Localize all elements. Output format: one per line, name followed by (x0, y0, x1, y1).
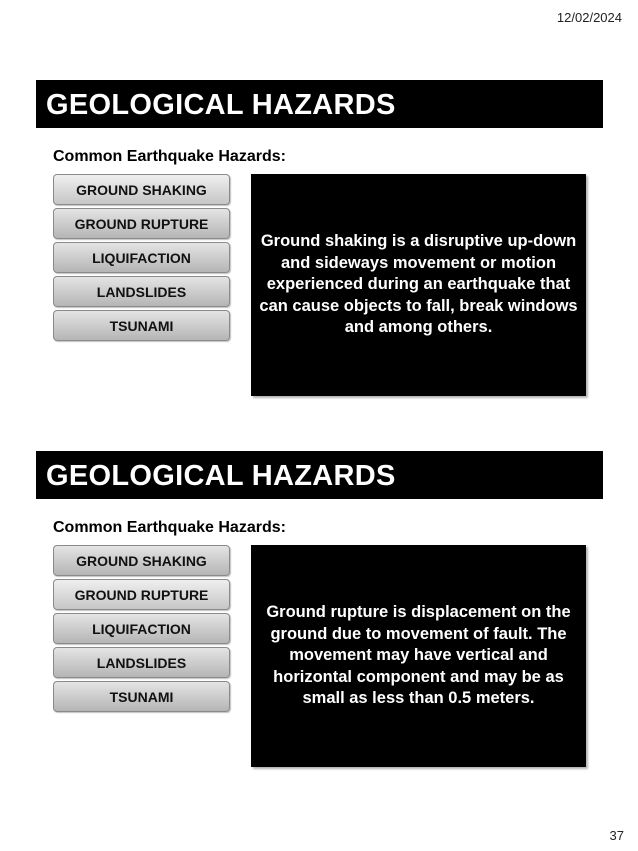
hazard-button-ground-rupture[interactable]: GROUND RUPTURE (53, 579, 230, 610)
hazard-button-landslides[interactable]: LANDSLIDES (53, 647, 230, 678)
hazard-button-ground-rupture[interactable]: GROUND RUPTURE (53, 208, 230, 239)
hazard-button-tsunami[interactable]: TSUNAMI (53, 681, 230, 712)
description-box (251, 545, 586, 767)
hazard-button-ground-shaking[interactable]: GROUND SHAKING (53, 174, 230, 205)
slide-subtitle: Common Earthquake Hazards: (53, 519, 286, 536)
description-text: Ground rupture is displacement on the ground due to movement of fault. The movement may have vertical and horizontal component and may be as small as less than 0.5 meters. (266, 603, 571, 708)
slide-title: GEOLOGICAL HAZARDS (36, 80, 603, 128)
hazard-list (53, 545, 230, 715)
date-stamp: 12/02/2024 (556, 10, 622, 25)
slide-title: GEOLOGICAL HAZARDS (36, 451, 603, 499)
hazard-button-ground-shaking[interactable]: GROUND SHAKING (53, 545, 230, 576)
slide-ground-rupture (0, 449, 638, 779)
hazard-button-liquifaction[interactable]: LIQUIFACTION (53, 613, 230, 644)
slide-ground-shaking (0, 78, 638, 408)
hazard-button-tsunami[interactable]: TSUNAMI (53, 310, 230, 341)
hazard-button-liquifaction[interactable]: LIQUIFACTION (53, 242, 230, 273)
page-number: 37 (609, 828, 624, 843)
description-text: Ground shaking is a disruptive up-down and sideways movement or motion experienced during an earthquake that can cause objects to fall, break windows and among others. (259, 232, 578, 337)
description-box (251, 174, 586, 396)
hazard-list (53, 174, 230, 344)
hazard-button-landslides[interactable]: LANDSLIDES (53, 276, 230, 307)
slide-subtitle: Common Earthquake Hazards: (53, 148, 286, 165)
